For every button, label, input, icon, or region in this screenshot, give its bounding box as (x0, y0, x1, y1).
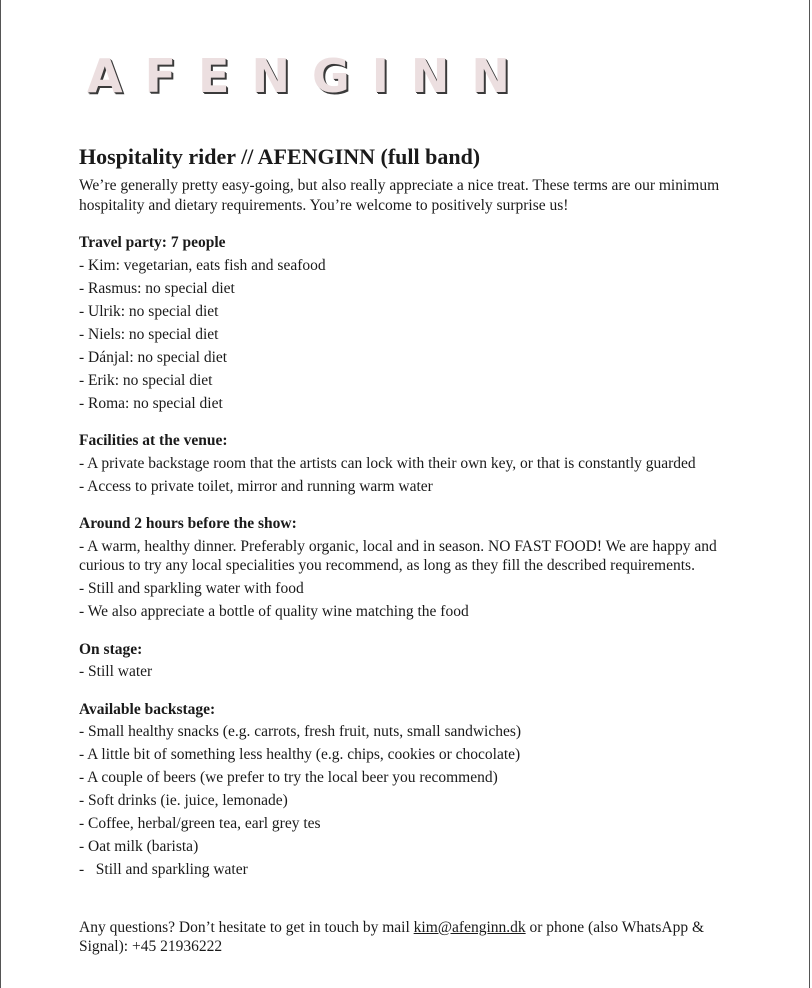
list-item: - Niels: no special diet (79, 325, 219, 343)
list-item: - Ulrik: no special diet (79, 302, 219, 320)
list-item: - A warm, healthy dinner. Preferably organic, local and in season. NO FAST FOOD! We are happy and curious to try any local specialities you recommend, as long as they fill the described requirements. (79, 537, 717, 574)
list-item: - Rasmus: no special diet (79, 279, 235, 297)
list-item: - A couple of beers (we prefer to try the local beer you recommend) (79, 769, 498, 786)
list-item: - Dánjal: no special diet (79, 348, 228, 366)
list-item: - Roma: no special diet (79, 394, 223, 412)
list-item: - Small healthy snacks (e.g. carrots, fresh fruit, nuts, small sandwiches) (79, 723, 522, 740)
section-title: Around 2 hours before the show: (79, 515, 297, 532)
footer-text-before: Any questions? Don’t hesitate to get in touch by mail (79, 918, 414, 936)
list-item: - Still and sparkling water (79, 861, 248, 878)
list-item: - A little bit of something less healthy (e.g. chips, cookies or chocolate) (79, 746, 521, 763)
list-item: - Coffee, herbal/green tea, earl grey tes (79, 815, 321, 832)
band-logo: AFENGINN (87, 49, 532, 103)
section-on-stage (79, 640, 739, 682)
list-item: - Still water (79, 663, 153, 680)
list-item: - Still and sparkling water with food (79, 580, 304, 597)
section-before-show (79, 514, 739, 622)
list-item: - We also appreciate a bottle of quality wine matching the food (79, 603, 469, 620)
list-item: - Access to private toilet, mirror and running warm water (79, 477, 433, 495)
list-item: - Erik: no special diet (79, 371, 213, 389)
footer-text-after: or phone (also WhatsApp & Signal): +45 21936222 (79, 918, 705, 955)
rider-content (79, 144, 739, 957)
list-item: - A private backstage room that the artists can lock with their own key, or that is constantly guarded (79, 454, 696, 472)
section-title: Available backstage: (79, 700, 216, 718)
intro-paragraph: We’re generally pretty easy-going, but also really appreciate a nice treat. These terms are our minimum hospitality and dietary requirements. You’re welcome to positively surprise us! (79, 177, 720, 214)
list-item: - Oat milk (barista) (79, 838, 199, 855)
page-title: Hospitality rider // AFENGINN (full band) (79, 144, 481, 169)
email-link[interactable]: kim@afenginn.dk (413, 918, 526, 936)
section-travel-party (79, 233, 739, 413)
section-title: Travel party: 7 people (79, 234, 226, 251)
section-backstage (79, 700, 739, 880)
list-item: - Kim: vegetarian, eats fish and seafood (79, 256, 326, 274)
contact-footer (79, 918, 739, 957)
list-item: - Soft drinks (ie. juice, lemonade) (79, 792, 288, 809)
section-facilities (79, 431, 739, 496)
section-title: On stage: (79, 640, 143, 658)
section-title: Facilities at the venue: (79, 432, 228, 449)
